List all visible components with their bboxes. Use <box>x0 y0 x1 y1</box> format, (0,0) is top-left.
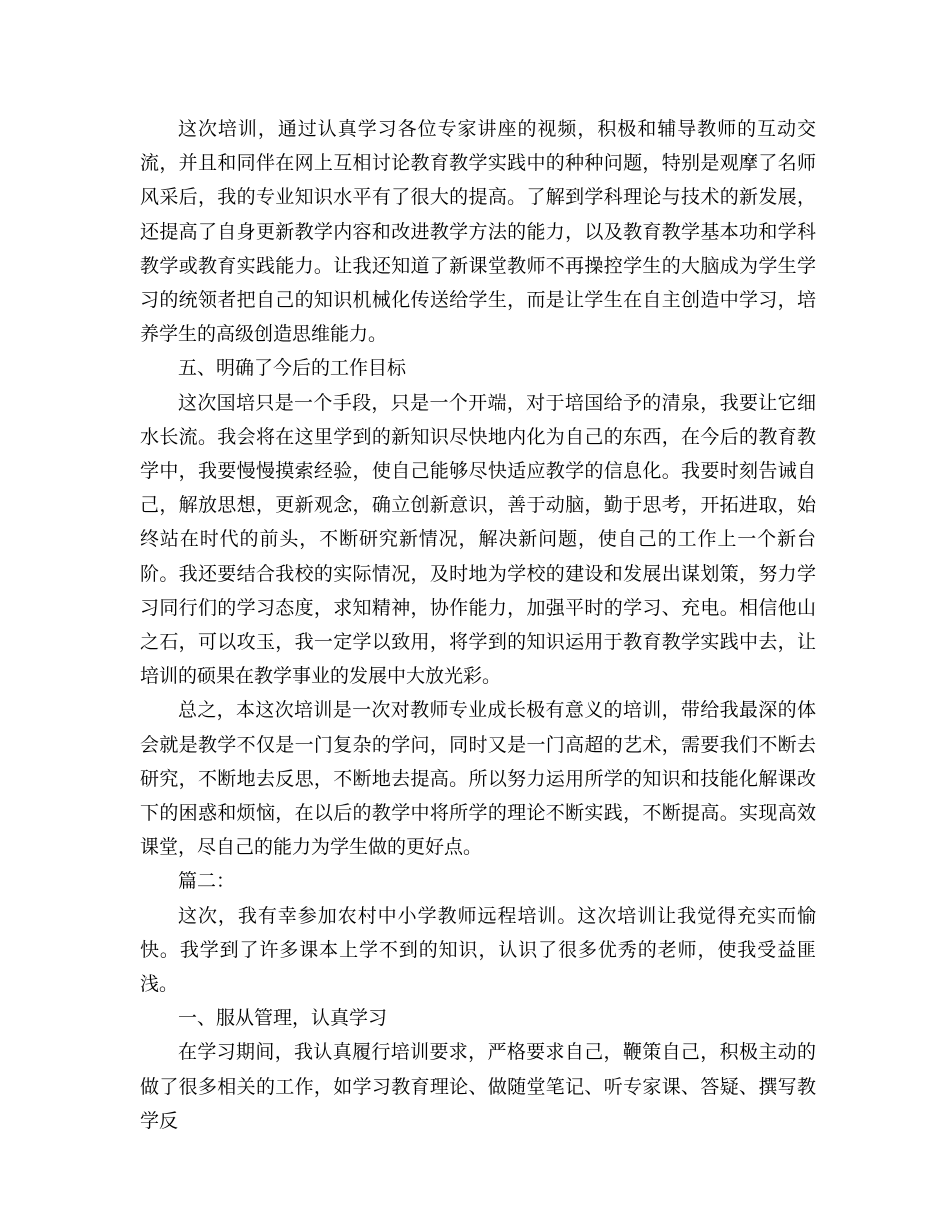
paragraph-future-goals: 这次国培只是一个手段，只是一个开端，对于培国给予的清泉，我要让它细水长流。我会将在这里学到的新知识尽快地内化为自己的东西，在今后的教育教学中，我要慢慢摸索经验，使自己能够尽快适应教学的信息化。我要时刻告诫自己，解放思想，更新观念，确立创新意识，善于动脑，勤于思考，开拓进取，始终站在时代的前头，不断研究新情况，解决新问题，使自己的工作上一个新台阶。我还要结合我校的实际情况，及时地为学校的建设和发展出谋划策，努力学习同行们的学习态度，求知精神，协作能力，加强平时的学习、充电。相信他山之石，可以攻玉，我一定学以致用，将学到的知识运用于教育教学实践中去，让培训的硕果在教学事业的发展中大放光彩。 <box>140 391 816 688</box>
paragraph-study-period: 在学习期间，我认真履行培训要求，严格要求自己，鞭策自己，积极主动的做了很多相关的工作，如学习教育理论、做随堂笔记、听专家课、答疑、撰写教学反 <box>140 1041 816 1132</box>
paragraph-training-summary: 这次培训，通过认真学习各位专家讲座的视频，积极和辅导教师的互动交流，并且和同伴在网上互相讨论教育教学实践中的种种问题，特别是观摩了名师风采后，我的专业知识水平有了很大的提高。了解到学科理论与技术的新发展，还提高了自身更新教学内容和改进教学方法的能力，以及教育教学基本功和学科教学或教育实践能力。让我还知道了新课堂教师不再操控学生的大脑成为学生学习的统领者把自己的知识机械化传送给学生，而是让学生在自主创造中学习，培养学生的高级创造思维能力。 <box>140 118 816 346</box>
part-two-heading: 篇二： <box>178 870 236 893</box>
section-heading-goals: 五、明确了今后的工作目标 <box>178 357 407 380</box>
document-page <box>140 112 816 1138</box>
section-heading-management: 一、服从管理，认真学习 <box>178 1007 388 1030</box>
paragraph-part-two-intro: 这次，我有幸参加农村中小学教师远程培训。这次培训让我觉得充实而愉快。我学到了许多课本上学不到的知识，认识了很多优秀的老师，使我受益匪浅。 <box>140 904 816 996</box>
paragraph-conclusion: 总之，本这次培训是一次对教师专业成长极有意义的培训，带给我最深的体会就是教学不仅是一门复杂的学问，同时又是一门高超的艺术，需要我们不断去研究，不断地去反思，不断地去提高。所以努力运用所学的知识和技能化解课改下的困惑和烦恼，在以后的教学中将所学的理论不断实践，不断提高。实现高效课堂，尽自己的能力为学生做的更好点。 <box>140 699 816 859</box>
